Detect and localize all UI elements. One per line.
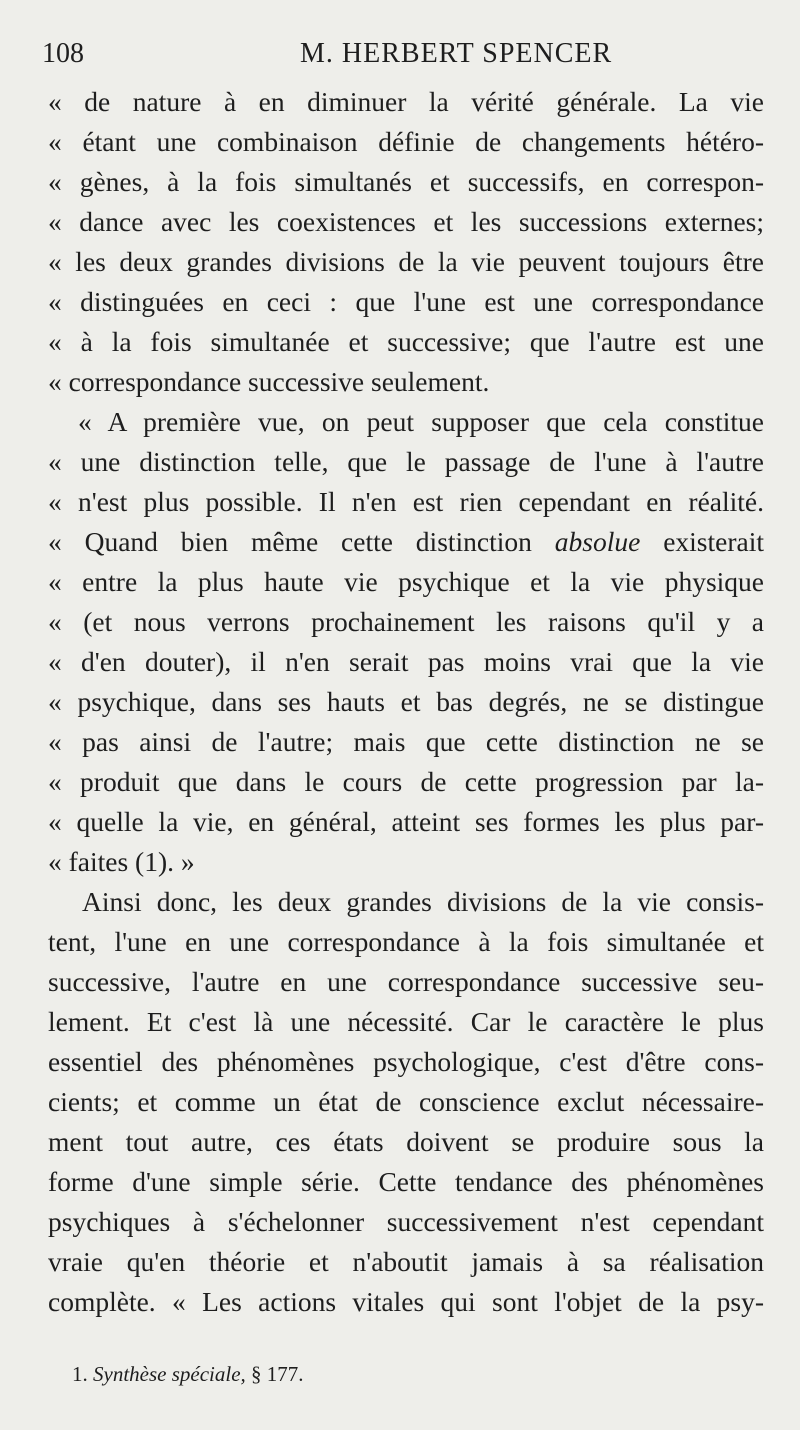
text-line: « A première vue, on peut supposer que cela constitue [78,406,764,437]
text-line: « distinguées en ceci : que l'une est une correspondance [48,286,764,317]
text-line: lement. Et c'est là une nécessité. Car le caractère le plus [48,1006,764,1037]
text-line: « Quand bien même cette distinction absolue existerait [48,526,764,557]
text-line: « entre la plus haute vie psychique et la vie physique [48,566,764,597]
running-title: M. HERBERT SPENCER [300,38,613,69]
emphasis: absolue [554,526,641,557]
text-line: « faites (1). » [48,846,195,877]
text-line: « pas ainsi de l'autre; mais que cette distinction ne se [48,726,764,757]
text-line: vraie qu'en théorie et n'aboutit jamais à sa réalisation [48,1246,764,1277]
text-line: forme d'une simple série. Cette tendance des phénomènes [48,1166,764,1197]
text-line: psychiques à s'échelonner successivement n'est cependant [48,1206,764,1237]
text-line: complète. « Les actions vitales qui sont l'objet de la psy- [48,1286,764,1317]
text-line: « (et nous verrons prochainement les raisons qu'il y a [48,606,764,637]
text-line: « n'est plus possible. Il n'en est rien cependant en réalité. [48,486,764,517]
text-line: Ainsi donc, les deux grandes divisions de la vie consis- [82,886,764,917]
text-line: « étant une combinaison définie de changements hétéro- [48,126,764,157]
text-line: « gènes, à la fois simultanés et successifs, en correspon- [48,166,764,197]
text-line: cients; et comme un état de conscience exclut nécessaire- [48,1086,764,1117]
text-line: « d'en douter), il n'en serait pas moins vrai que la vie [48,646,764,677]
text-line: tent, l'une en une correspondance à la fois simultanée et [48,926,764,957]
text-line: « à la fois simultanée et successive; que l'autre est une [48,326,764,357]
text-line: successive, l'autre en une correspondance successive seu- [48,966,764,997]
text-line: ment tout autre, ces états doivent se produire sous la [48,1126,764,1157]
text-line: essentiel des phénomènes psychologique, c'est d'être cons- [48,1046,764,1077]
text-line: « de nature à en diminuer la vérité générale. La vie [48,86,764,117]
text-line: « dance avec les coexistences et les successions externes; [48,206,764,237]
page-number: 108 [42,38,84,69]
text-line: « produit que dans le cours de cette progression par la- [48,766,764,797]
text-line: « psychique, dans ses hauts et bas degrés, ne se distingue [48,686,764,717]
text-line: « les deux grandes divisions de la vie peuvent toujours être [48,246,764,277]
text-line: « quelle la vie, en général, atteint ses formes les plus par- [48,806,764,837]
page-header [42,38,762,78]
text-line: « correspondance successive seulement. [48,366,490,397]
text-line: « une distinction telle, que le passage de l'une à l'autre [48,446,764,477]
footnote-number: 1. [72,1362,88,1386]
footnote [72,1362,304,1387]
footnote-ref: § 177. [251,1362,304,1386]
footnote-source: Synthèse spéciale, [93,1362,246,1386]
